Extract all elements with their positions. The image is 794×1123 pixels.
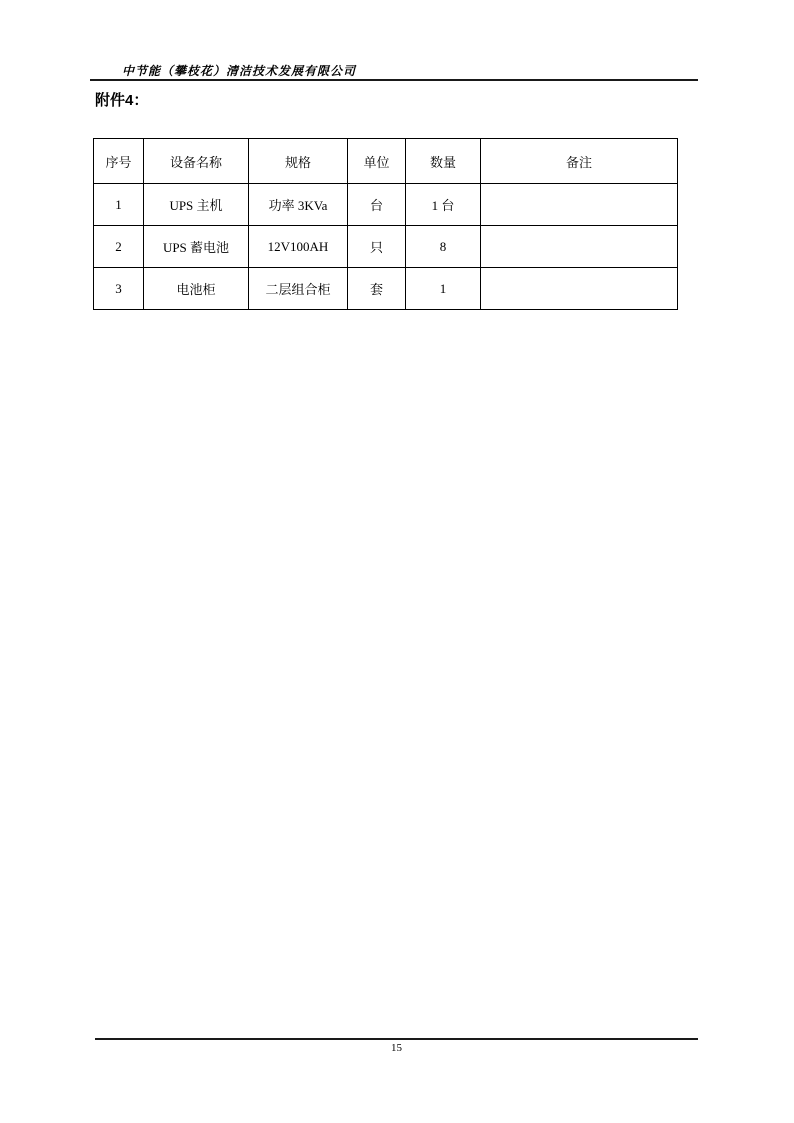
cell-unit: 套 — [348, 268, 406, 310]
col-header-remarks: 备注 — [481, 139, 678, 184]
cell-equipment-name: UPS 蓄电池 — [144, 226, 249, 268]
cell-equipment-name: UPS 主机 — [144, 184, 249, 226]
cell-remarks — [481, 226, 678, 268]
cell-index: 3 — [94, 268, 144, 310]
cell-index: 1 — [94, 184, 144, 226]
header-rule — [90, 79, 698, 81]
cell-quantity: 1 台 — [406, 184, 481, 226]
table-row — [94, 184, 678, 226]
page-number: 15 — [391, 1042, 402, 1054]
cell-unit: 只 — [348, 226, 406, 268]
footer-rule — [95, 1038, 698, 1040]
cell-spec: 二层组合柜 — [249, 268, 348, 310]
col-header-spec: 规格 — [249, 139, 348, 184]
cell-unit: 台 — [348, 184, 406, 226]
table-row — [94, 268, 678, 310]
table-row — [94, 226, 678, 268]
col-header-index: 序号 — [94, 139, 144, 184]
header-company-name: 中节能（攀枝花）清洁技术发展有限公司 — [122, 64, 357, 78]
col-header-quantity: 数量 — [406, 139, 481, 184]
equipment-table — [93, 138, 678, 310]
table-header-row — [94, 139, 678, 184]
cell-remarks — [481, 184, 678, 226]
col-header-unit: 单位 — [348, 139, 406, 184]
cell-remarks — [481, 268, 678, 310]
cell-index: 2 — [94, 226, 144, 268]
cell-spec: 12V100AH — [249, 226, 348, 268]
cell-spec: 功率 3KVa — [249, 184, 348, 226]
col-header-equipment-name: 设备名称 — [144, 139, 249, 184]
cell-quantity: 1 — [406, 268, 481, 310]
cell-quantity: 8 — [406, 226, 481, 268]
attachment-heading: 附件4： — [95, 92, 149, 109]
cell-equipment-name: 电池柜 — [144, 268, 249, 310]
